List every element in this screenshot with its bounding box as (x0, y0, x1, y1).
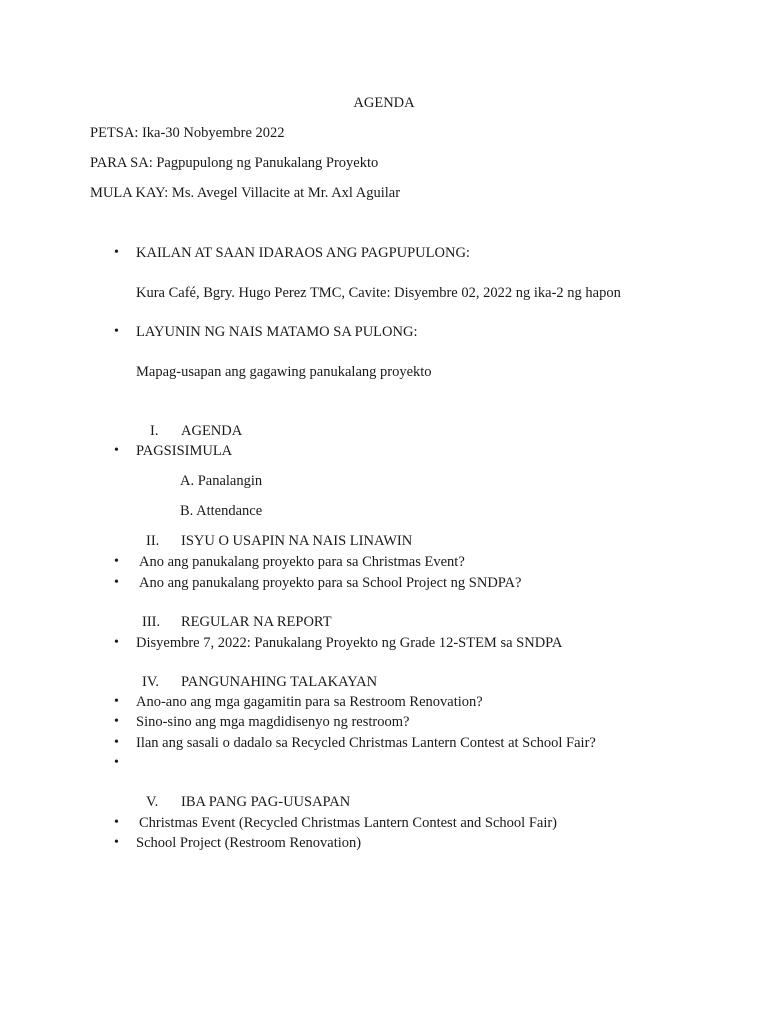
section-title: REGULAR NA REPORT (181, 614, 332, 630)
list-item: Disyembre 7, 2022: Panukalang Proyekto ng Grade 12-STEM sa SNDPA (136, 635, 563, 651)
sub-item: A. Panalangin (180, 473, 263, 489)
section-numeral: II. (146, 533, 160, 549)
bullet: • (114, 815, 119, 830)
list-item: Sino-sino ang mga magdidisenyo ng restroom? (136, 714, 410, 730)
section-numeral: I. (150, 423, 159, 439)
section-title: AGENDA (181, 423, 243, 439)
bullet: • (114, 694, 119, 709)
list-item: Ano-ano ang mga gagamitin para sa Restroom Renovation? (136, 694, 483, 710)
section-title: IBA PANG PAG-UUSAPAN (181, 794, 351, 810)
document-title: AGENDA (353, 95, 415, 111)
petsa-line: PETSA: Ika-30 Nobyembre 2022 (90, 125, 285, 141)
list-item: Ilan ang sasali o dadalo sa Recycled Christmas Lantern Contest at School Fair? (136, 735, 596, 751)
bullet: • (114, 635, 119, 650)
bullet: • (114, 443, 119, 458)
mula-kay-line: MULA KAY: Ms. Avegel Villacite at Mr. Axl Aguilar (90, 185, 401, 201)
list-item: Christmas Event (Recycled Christmas Lantern Contest and School Fair) (139, 815, 558, 831)
bullet: • (114, 324, 119, 339)
sub-item: B. Attendance (180, 503, 263, 519)
section-title: PANGUNAHING TALAKAYAN (181, 674, 378, 690)
list-item: Ano ang panukalang proyekto para sa School Project ng SNDPA? (139, 575, 522, 591)
list-item: PAGSISIMULA (136, 443, 233, 459)
list-item: Ano ang panukalang proyekto para sa Christmas Event? (139, 554, 465, 570)
section-title: ISYU O USAPIN NA NAIS LINAWIN (181, 533, 413, 549)
bullet: • (114, 755, 119, 770)
bullet: • (114, 835, 119, 850)
bullet: • (114, 245, 119, 260)
layunin-heading: LAYUNIN NG NAIS MATAMO SA PULONG: (136, 324, 418, 340)
kailan-detail: Kura Café, Bgry. Hugo Perez TMC, Cavite: Disyembre 02, 2022 ng ika-2 ng hapon (136, 285, 621, 301)
kailan-heading: KAILAN AT SAAN IDARAOS ANG PAGPUPULONG: (136, 245, 470, 261)
section-numeral: IV. (142, 674, 160, 690)
bullet: • (114, 714, 119, 729)
bullet: • (114, 575, 119, 590)
para-sa-line: PARA SA: Pagpupulong ng Panukalang Proyekto (90, 155, 379, 171)
list-item: School Project (Restroom Renovation) (136, 835, 362, 851)
section-numeral: V. (146, 794, 159, 810)
layunin-detail: Mapag-usapan ang gagawing panukalang proyekto (136, 364, 432, 380)
bullet: • (114, 735, 119, 750)
bullet: • (114, 554, 119, 569)
section-numeral: III. (142, 614, 161, 630)
